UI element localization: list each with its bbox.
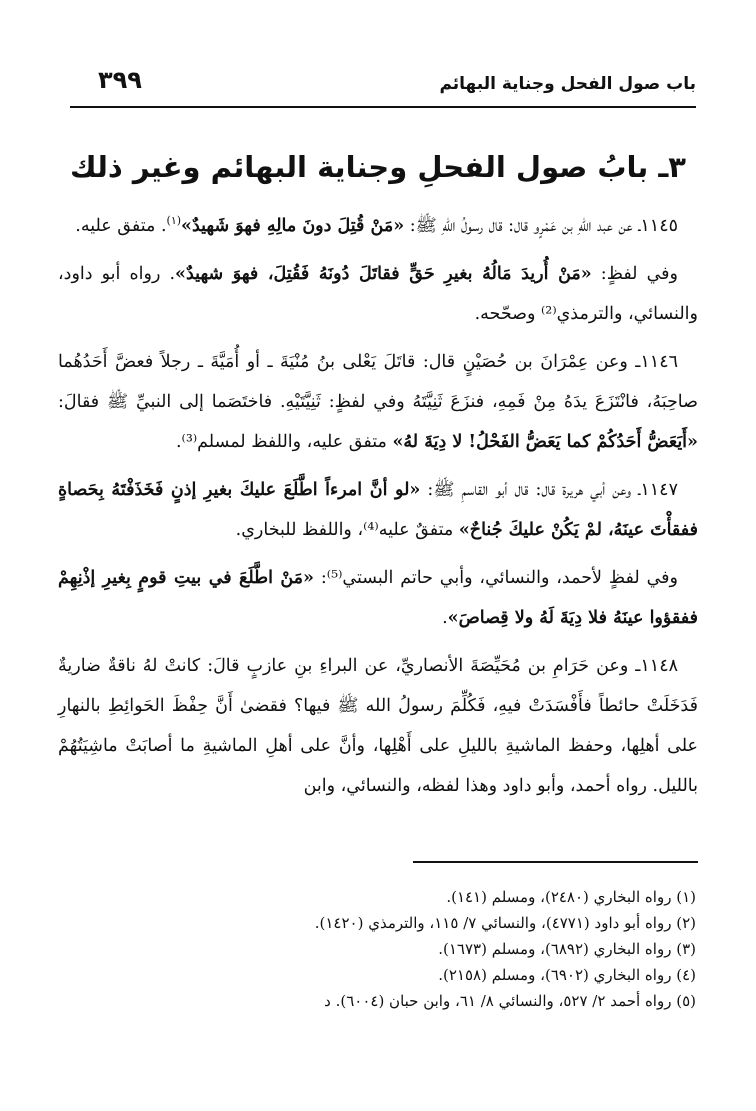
paragraph-text: . متفق عليه. xyxy=(75,216,167,236)
paragraph-text: . xyxy=(442,608,448,628)
footnote-ref: (١) xyxy=(166,214,182,228)
hadith-quote: «مَنْ أُريدَ مَالُهُ بغيرِ حَقٍّ فقاتَلَ دُونَهُ فَقُتِلَ، فهوَ شهيدٌ» xyxy=(175,264,592,284)
hadith-paragraph xyxy=(58,646,698,806)
paragraph-text: وفي لفظٍ: xyxy=(591,264,678,284)
chapter-title: ٣ـ بابُ صول الفحلِ وجناية البهائم وغير ذلك xyxy=(69,150,686,184)
paragraph-text: ١١٤٦ـ وعن عِمْرَانَ بن حُصَيْنٍ قال: قاتَلَ يَعْلى بنُ مُنْيَةَ ـ أو أُمَيَّةَ ـ رجلاً فعضَّ أَحَدُهُما صاحِبَهُ، فانْتَزَعَ يدَهُ مِنْ فَمِهِ، فنزَعَ ثَنِيَّتَهُ وفي لفظٍ: ثَنِيَّتَيْهِ. فاختَصَما إلى النبيِّ ﷺ فقالَ: xyxy=(58,352,698,412)
footnote: (٣) رواه البخاري (٦٨٩٢)، ومسلم (١٦٧٣). xyxy=(438,940,696,958)
paragraph-text: وفي لفظٍ لأحمد، والنسائي، وأبي حاتم البستي⁽⁵⁾: xyxy=(314,568,678,588)
page-number: ٣٩٩ xyxy=(98,66,142,94)
paragraph-text: ١١٤٥ـ عن عبد اللهِ بن عَمْرٍو قال: قال رسولُ اللهِ ﷺ: xyxy=(404,216,678,236)
paragraph-text: متفق عليه، واللفظ لمسلم⁽³⁾. xyxy=(175,432,393,452)
footnote: (٤) رواه البخاري (٦٩٠٢)، ومسلم (٢١٥٨). xyxy=(438,966,696,984)
footnotes xyxy=(60,884,696,1014)
paragraph-text: ١١٤٧ـ وعن أبي هريرة قال: قال أبو القاسمِ ﷺ: xyxy=(420,480,678,500)
main-text xyxy=(58,206,698,814)
hadith-paragraph xyxy=(58,558,698,638)
hadith-quote: «أَيَعَضُّ أَحَدُكُمْ كما يَعَضُّ الفَحْلُ! لا دِيَةَ لهُ» xyxy=(392,432,698,452)
footnote: (٢) رواه أبو داود (٤٧٧١)، والنسائي ٧/ ١١٥، والترمذي (١٤٢٠). xyxy=(314,914,696,932)
footnote: (١) رواه البخاري (٢٤٨٠)، ومسلم (١٤١). xyxy=(446,888,696,906)
paragraph-text: . رواه أبو داود، والنسائي، والترمذي⁽²⁾ وصحّحه. xyxy=(58,264,698,324)
hadith-paragraph xyxy=(58,206,698,246)
running-header xyxy=(70,66,696,108)
header-title: باب صول الفحل وجناية البهائم xyxy=(439,74,696,94)
footnote-divider xyxy=(413,861,698,863)
hadith-quote: «مَنْ اطَّلَعَ في بيتِ قومٍ بِغيرِ إذْنِهِمْ ففقؤوا عينَهُ فلا دِيَةَ لَهُ ولا قِصاصَ» xyxy=(58,568,698,628)
hadith-paragraph xyxy=(58,254,698,334)
footnote: (٥) رواه أحمد ٢/ ٥٢٧، والنسائي ٨/ ٦١، وابن حبان (٦٠٠٤). د xyxy=(324,992,696,1010)
hadith-paragraph xyxy=(58,342,698,462)
hadith-quote: «لو أنَّ امرءاً اطَّلَعَ عليكَ بغيرِ إذنٍ فَخَذَفْتَهُ بِحَصاةٍ ففقأْتَ عينَهُ، لمْ يَكُنْ عليكَ جُناحٌ» xyxy=(58,480,698,540)
hadith-paragraph xyxy=(58,470,698,550)
hadith-quote: «مَنْ قُتِلَ دونَ مالِهِ فهوَ شَهيدٌ» xyxy=(181,216,405,236)
paragraph-text: متفقٌ عليه⁽⁴⁾، واللفظ للبخاري. xyxy=(235,520,459,540)
paragraph-text: ١١٤٨ـ وعن حَرَامِ بن مُحَيِّصَةَ الأنصاريِّ، عن البراءِ بنِ عازبٍ قالَ: كانتْ لهُ ناقةٌ ضاريةٌ فَدَخَلَتْ حائطاً فأَفْسَدَتْ فيهِ، فَكُلِّمَ رسولُ الله ﷺ فيها؟ فقضىٰ أَنَّ حِفْظَ الحَوائِطِ بالنهارِ على أهلِها، وحفظ الماشيةِ بالليلِ على أَهْلِها، وأنَّ على أهلِ الماشيةِ ما أصابَتْ ماشِيَتُهُمْ بالليل. رواه أحمد، وأبو داود وهذا لفظه، والنسائي، وابن xyxy=(58,656,698,796)
